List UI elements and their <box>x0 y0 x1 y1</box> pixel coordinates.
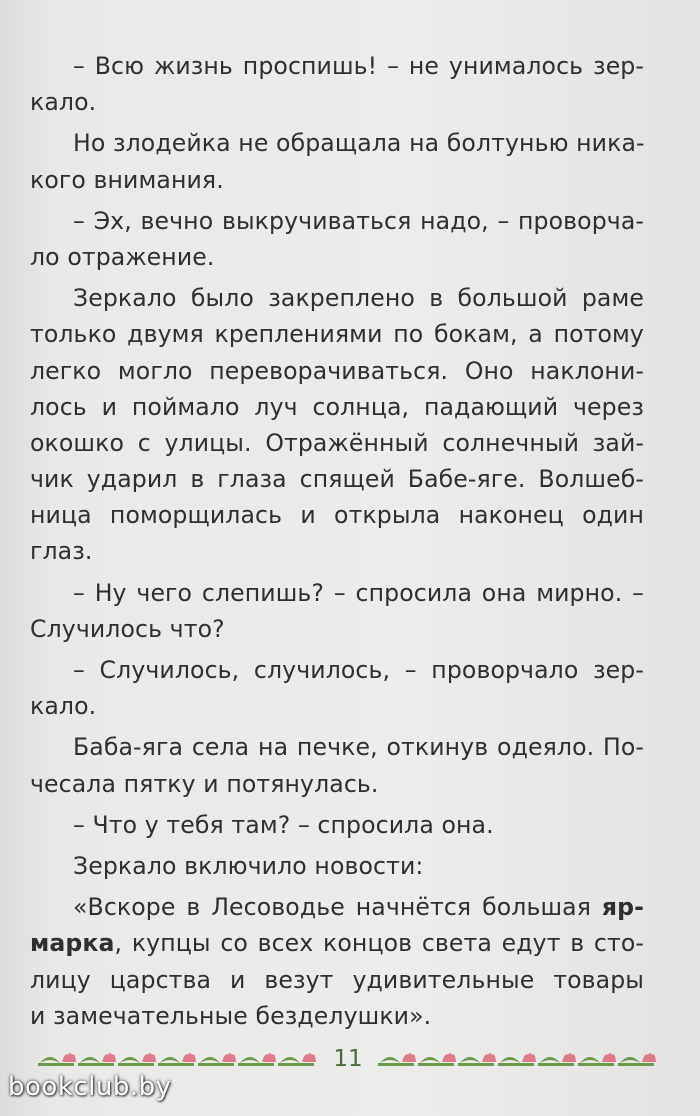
ornament-icon <box>378 1049 658 1069</box>
leaf-shape <box>80 1057 100 1063</box>
ornament-bar <box>118 1063 154 1066</box>
text-line: ло отражение. <box>30 242 215 271</box>
ornament-bar <box>378 1063 414 1066</box>
leaf-shape <box>500 1057 520 1063</box>
ornament-bar <box>618 1063 654 1066</box>
page-number: 11 <box>333 1046 363 1072</box>
ornament-bar <box>158 1063 194 1066</box>
text-line: ница поморщилась и открыла наконец один <box>30 501 644 530</box>
text-line: лицу царства и везут удивительные товары <box>30 965 644 994</box>
flower-shape <box>522 1053 536 1062</box>
ornament-bar <box>418 1063 454 1066</box>
ornament-bar <box>578 1063 614 1066</box>
flower-shape <box>222 1053 236 1062</box>
leaf-shape <box>40 1057 60 1063</box>
flower-shape <box>602 1053 616 1062</box>
body-text <box>30 48 644 1034</box>
flower-shape <box>482 1053 496 1062</box>
text-line: Но злодейка не обращала на болтунью ника- <box>73 129 645 158</box>
text-line <box>30 889 644 925</box>
flower-shape <box>442 1053 456 1062</box>
text-line: кого внимания. <box>30 165 224 194</box>
text-line: Зеркало включило новости: <box>73 851 424 880</box>
ornament-right <box>378 1049 658 1069</box>
ornament-bar <box>278 1063 314 1066</box>
leaf-shape <box>120 1057 140 1063</box>
text-fragment: «Вскоре в Лесоводье начнётся большая <box>73 893 602 922</box>
ornament-bar <box>498 1063 534 1066</box>
leaf-shape <box>280 1057 300 1063</box>
bold-word: марка <box>30 929 115 958</box>
text-line: и замечательные безделушки». <box>30 1001 432 1030</box>
ornament-left <box>38 1049 318 1069</box>
text-line: – Случилось, случилось, – проворчало зер- <box>73 656 644 684</box>
leaf-shape <box>540 1057 560 1063</box>
text-line: Зеркало было закреплено в большой раме <box>73 284 644 313</box>
bold-word: яр- <box>601 893 644 922</box>
leaf-shape <box>200 1057 220 1063</box>
ornament-bar <box>458 1063 494 1066</box>
page-footer <box>38 1042 658 1076</box>
flower-shape <box>642 1053 656 1062</box>
text-line: окошко с улицы. Отражённый солнечный зай- <box>30 428 644 457</box>
flower-shape <box>142 1053 156 1062</box>
text-line: – Ну чего слепишь? – спросила она мирно. – <box>73 578 644 607</box>
flower-shape <box>182 1053 196 1062</box>
text-line: глаз. <box>30 537 93 566</box>
leaf-shape <box>580 1057 600 1063</box>
text-line: Случилось что? <box>30 614 225 643</box>
text-line: кало. <box>30 88 97 117</box>
text-line: кало. <box>30 692 97 721</box>
text-line: – Что у тебя там? – спросила она. <box>73 810 494 839</box>
ornament-bar <box>78 1063 114 1066</box>
flower-shape <box>62 1053 76 1062</box>
ornament-bar <box>198 1063 234 1066</box>
text-line: лось и поймало луч солнца, падающий через <box>30 392 644 421</box>
flower-shape <box>302 1053 316 1062</box>
leaf-shape <box>460 1057 480 1063</box>
watermark: bookclub.by <box>8 1072 172 1102</box>
ornament-icon <box>38 1049 318 1069</box>
leaf-shape <box>620 1057 640 1063</box>
text-line: Баба-яга села на печке, откинув одеяло. По- <box>73 733 644 762</box>
text-fragment: , купцы со всех концов света едут в сто- <box>114 929 644 958</box>
ornament-bar <box>538 1063 574 1066</box>
text-line <box>30 925 644 961</box>
leaf-shape <box>380 1057 400 1063</box>
text-line: – Всю жизнь проспишь! – не унималось зер- <box>73 52 644 80</box>
leaf-shape <box>240 1057 260 1063</box>
text-line: – Эх, вечно выкручиваться надо, – проворча- <box>73 206 644 235</box>
leaf-shape <box>420 1057 440 1063</box>
text-line: чесала пятку и потянулась. <box>30 769 379 798</box>
ornament-bar <box>238 1063 274 1066</box>
leaf-shape <box>160 1057 180 1063</box>
flower-shape <box>102 1053 116 1062</box>
text-line: только двумя креплениями по бокам, а потому <box>30 320 644 349</box>
ornament-bar <box>38 1063 74 1066</box>
flower-shape <box>262 1053 276 1062</box>
text-line: легко могло переворачиваться. Оно наклони- <box>30 356 644 385</box>
text-line: чик ударил в глаза спящей Бабе-яге. Волшеб- <box>30 465 644 494</box>
flower-shape <box>562 1053 576 1062</box>
flower-shape <box>402 1053 416 1062</box>
